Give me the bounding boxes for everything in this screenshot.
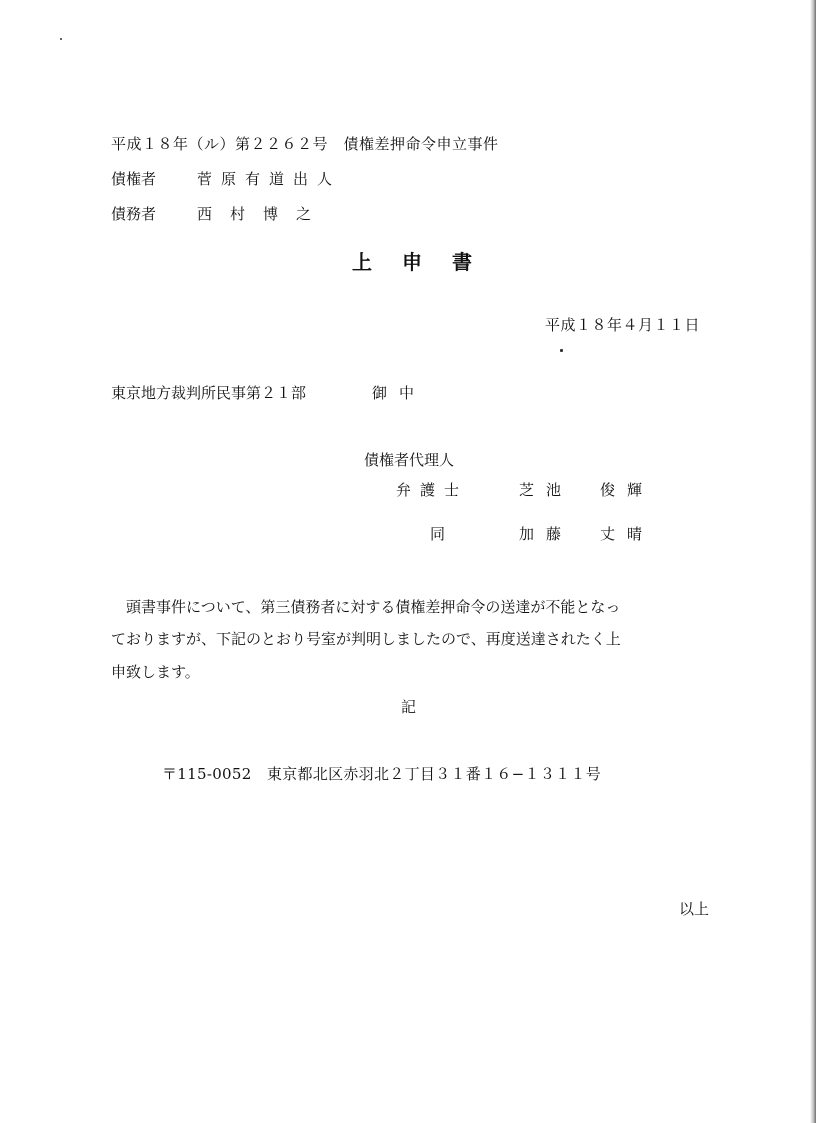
debtor-label: 債務者 [111, 205, 157, 223]
body-line-1: 頭書事件について、第三債務者に対する債権差押命令の送達が不能となっ [111, 598, 621, 616]
body-line-2: ておりますが、下記のとおり号室が判明しましたので、再度送達されたく上 [111, 630, 621, 648]
lawyer-name-1: 芝池 俊輝 [519, 481, 655, 499]
closing-mark: 以上 [679, 900, 710, 918]
same-mark: 同 [430, 525, 446, 543]
case-number: 平成１８年（ル）第２２６２号 債権差押命令申立事件 [111, 135, 499, 153]
scan-speck [560, 349, 563, 352]
agent-label: 債権者代理人 [364, 451, 455, 469]
address: 〒115-0052 東京都北区赤羽北２丁目３１番１６−１３１１号 [162, 765, 602, 783]
addressee-court: 東京地方裁判所民事第２１部 [111, 384, 307, 402]
lawyer-name-2: 加藤 丈晴 [519, 525, 655, 543]
creditor-label: 債権者 [111, 170, 157, 188]
document-title: 上申書 [352, 250, 502, 274]
document-date: 平成１８年４月１１日 [545, 316, 701, 334]
body-line-3: 申致します。 [111, 663, 200, 681]
debtor-name: 西村博之 [197, 205, 330, 223]
record-label: 記 [401, 698, 417, 716]
scan-edge-shadow [810, 0, 816, 1123]
lawyer-title: 弁護士 [396, 481, 469, 499]
creditor-name: 菅原有道出人 [197, 170, 342, 188]
scan-speck [60, 38, 62, 40]
addressee-honorific: 御中 [372, 384, 427, 402]
